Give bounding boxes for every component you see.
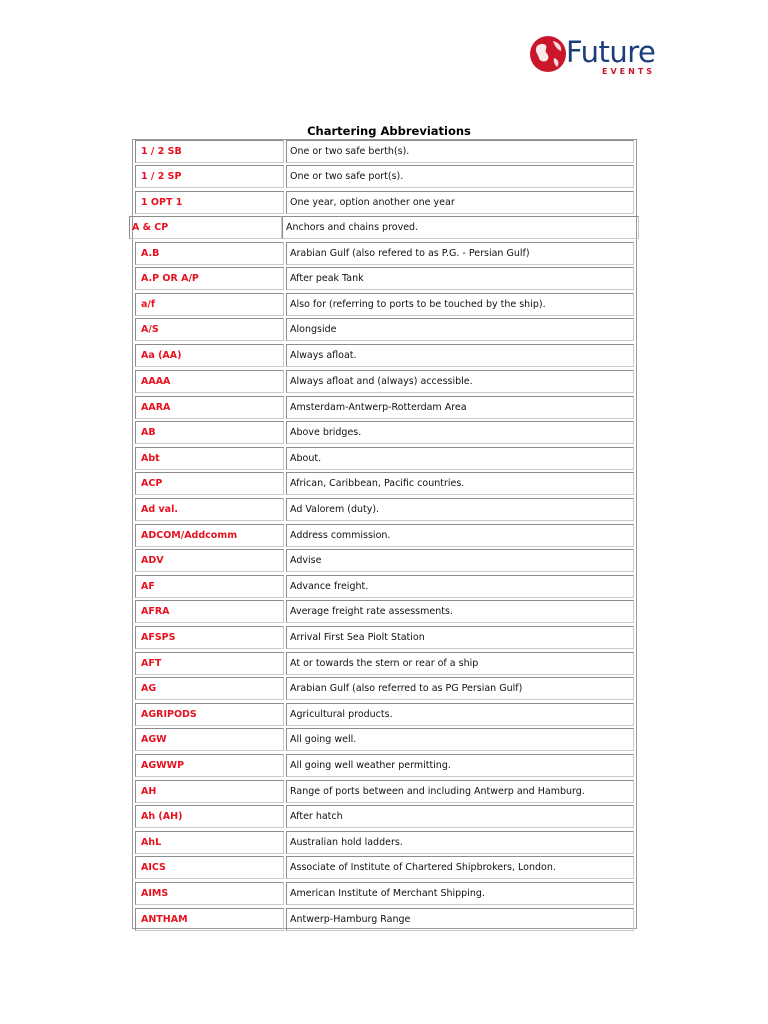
abbreviation-cell: AGW xyxy=(135,728,284,751)
abbreviation-cell: AFSPS xyxy=(135,626,284,649)
table-row xyxy=(135,242,634,265)
definition-cell: Ad Valorem (duty). xyxy=(286,498,634,521)
table-row xyxy=(135,831,634,854)
table-row xyxy=(135,344,634,367)
table-row xyxy=(135,652,634,675)
table-row xyxy=(135,780,634,803)
logo-subtitle: EVENTS xyxy=(602,67,656,76)
definition-cell: About. xyxy=(286,447,634,470)
logo-wordmark: Future xyxy=(566,35,656,69)
globe-icon xyxy=(528,32,568,76)
abbreviations-table xyxy=(132,139,637,929)
table-row xyxy=(135,370,634,393)
company-logo xyxy=(528,32,668,82)
definition-cell: Associate of Institute of Chartered Shipbrokers, London. xyxy=(286,856,634,879)
abbreviation-cell: AhL xyxy=(135,831,284,854)
definition-cell: Above bridges. xyxy=(286,421,634,444)
abbreviation-cell: AAAA xyxy=(135,370,284,393)
abbreviation-cell: 1 / 2 SP xyxy=(135,165,284,188)
abbreviation-cell: Abt xyxy=(135,447,284,470)
definition-cell: African, Caribbean, Pacific countries. xyxy=(286,472,634,495)
abbreviation-cell: AARA xyxy=(135,396,284,419)
abbreviation-cell: A.B xyxy=(135,242,284,265)
table-row xyxy=(135,524,634,547)
definition-cell: Agricultural products. xyxy=(286,703,634,726)
definition-cell: Always afloat and (always) accessible. xyxy=(286,370,634,393)
abbreviation-cell: AH xyxy=(135,780,284,803)
definition-cell: After hatch xyxy=(286,805,634,828)
abbreviation-cell: AFT xyxy=(135,652,284,675)
definition-cell: Amsterdam-Antwerp-Rotterdam Area xyxy=(286,396,634,419)
definition-cell: Alongside xyxy=(286,318,634,341)
table-row xyxy=(135,703,634,726)
table-row xyxy=(135,140,634,163)
table-row xyxy=(135,447,634,470)
definition-cell: Range of ports between and including Antwerp and Hamburg. xyxy=(286,780,634,803)
table-row xyxy=(135,728,634,751)
abbreviation-cell: A & CP xyxy=(129,216,282,239)
definition-cell: Advance freight. xyxy=(286,575,634,598)
table-row xyxy=(135,421,634,444)
abbreviation-cell: AGWWP xyxy=(135,754,284,777)
table-row xyxy=(135,549,634,572)
definition-cell: Average freight rate assessments. xyxy=(286,600,634,623)
abbreviation-cell: AFRA xyxy=(135,600,284,623)
table-row xyxy=(135,626,634,649)
definition-cell: After peak Tank xyxy=(286,267,634,290)
abbreviation-cell: AIMS xyxy=(135,882,284,905)
definition-cell: Arrival First Sea Piolt Station xyxy=(286,626,634,649)
definition-cell: Also for (referring to ports to be touched by the ship). xyxy=(286,293,634,316)
definition-cell: Antwerp-Hamburg Range xyxy=(286,908,634,931)
table-row xyxy=(135,882,634,905)
abbreviation-cell: 1 / 2 SB xyxy=(135,140,284,163)
abbreviation-cell: Aa (AA) xyxy=(135,344,284,367)
definition-cell: At or towards the stern or rear of a ship xyxy=(286,652,634,675)
table-row xyxy=(135,754,634,777)
abbreviation-cell: AG xyxy=(135,677,284,700)
table-row xyxy=(135,165,634,188)
definition-cell: Advise xyxy=(286,549,634,572)
table-row xyxy=(135,293,634,316)
table-row xyxy=(135,498,634,521)
abbreviation-cell: Ad val. xyxy=(135,498,284,521)
table-row xyxy=(135,318,634,341)
table-row xyxy=(135,472,634,495)
abbreviation-cell: A.P OR A/P xyxy=(135,267,284,290)
definition-cell: Arabian Gulf (also refered to as P.G. - Persian Gulf) xyxy=(286,242,634,265)
abbreviation-cell: Ah (AH) xyxy=(135,805,284,828)
definition-cell: American Institute of Merchant Shipping. xyxy=(286,882,634,905)
abbreviation-cell: 1 OPT 1 xyxy=(135,191,284,214)
definition-cell: Australian hold ladders. xyxy=(286,831,634,854)
table-row xyxy=(135,575,634,598)
abbreviation-cell: ACP xyxy=(135,472,284,495)
table-row xyxy=(135,908,634,931)
definition-cell: Always afloat. xyxy=(286,344,634,367)
abbreviation-cell: AF xyxy=(135,575,284,598)
table-row xyxy=(135,677,634,700)
abbreviation-cell: AB xyxy=(135,421,284,444)
definition-cell: Arabian Gulf (also referred to as PG Persian Gulf) xyxy=(286,677,634,700)
abbreviation-cell: ADCOM/Addcomm xyxy=(135,524,284,547)
abbreviation-cell: ANTHAM xyxy=(135,908,284,931)
definition-cell: All going well. xyxy=(286,728,634,751)
definition-cell: One or two safe berth(s). xyxy=(286,140,634,163)
abbreviation-cell: A/S xyxy=(135,318,284,341)
table-row xyxy=(129,216,639,239)
table-row xyxy=(135,267,634,290)
definition-cell: All going well weather permitting. xyxy=(286,754,634,777)
definition-cell: Address commission. xyxy=(286,524,634,547)
table-row xyxy=(135,856,634,879)
abbreviation-cell: AGRIPODS xyxy=(135,703,284,726)
definition-cell: Anchors and chains proved. xyxy=(282,216,639,239)
definition-cell: One or two safe port(s). xyxy=(286,165,634,188)
document-title: Chartering Abbreviations xyxy=(307,124,471,138)
table-row xyxy=(135,805,634,828)
table-row xyxy=(135,600,634,623)
abbreviation-cell: ADV xyxy=(135,549,284,572)
table-row xyxy=(135,191,634,214)
abbreviation-cell: AICS xyxy=(135,856,284,879)
abbreviation-cell: a/f xyxy=(135,293,284,316)
definition-cell: One year, option another one year xyxy=(286,191,634,214)
table-row xyxy=(135,396,634,419)
